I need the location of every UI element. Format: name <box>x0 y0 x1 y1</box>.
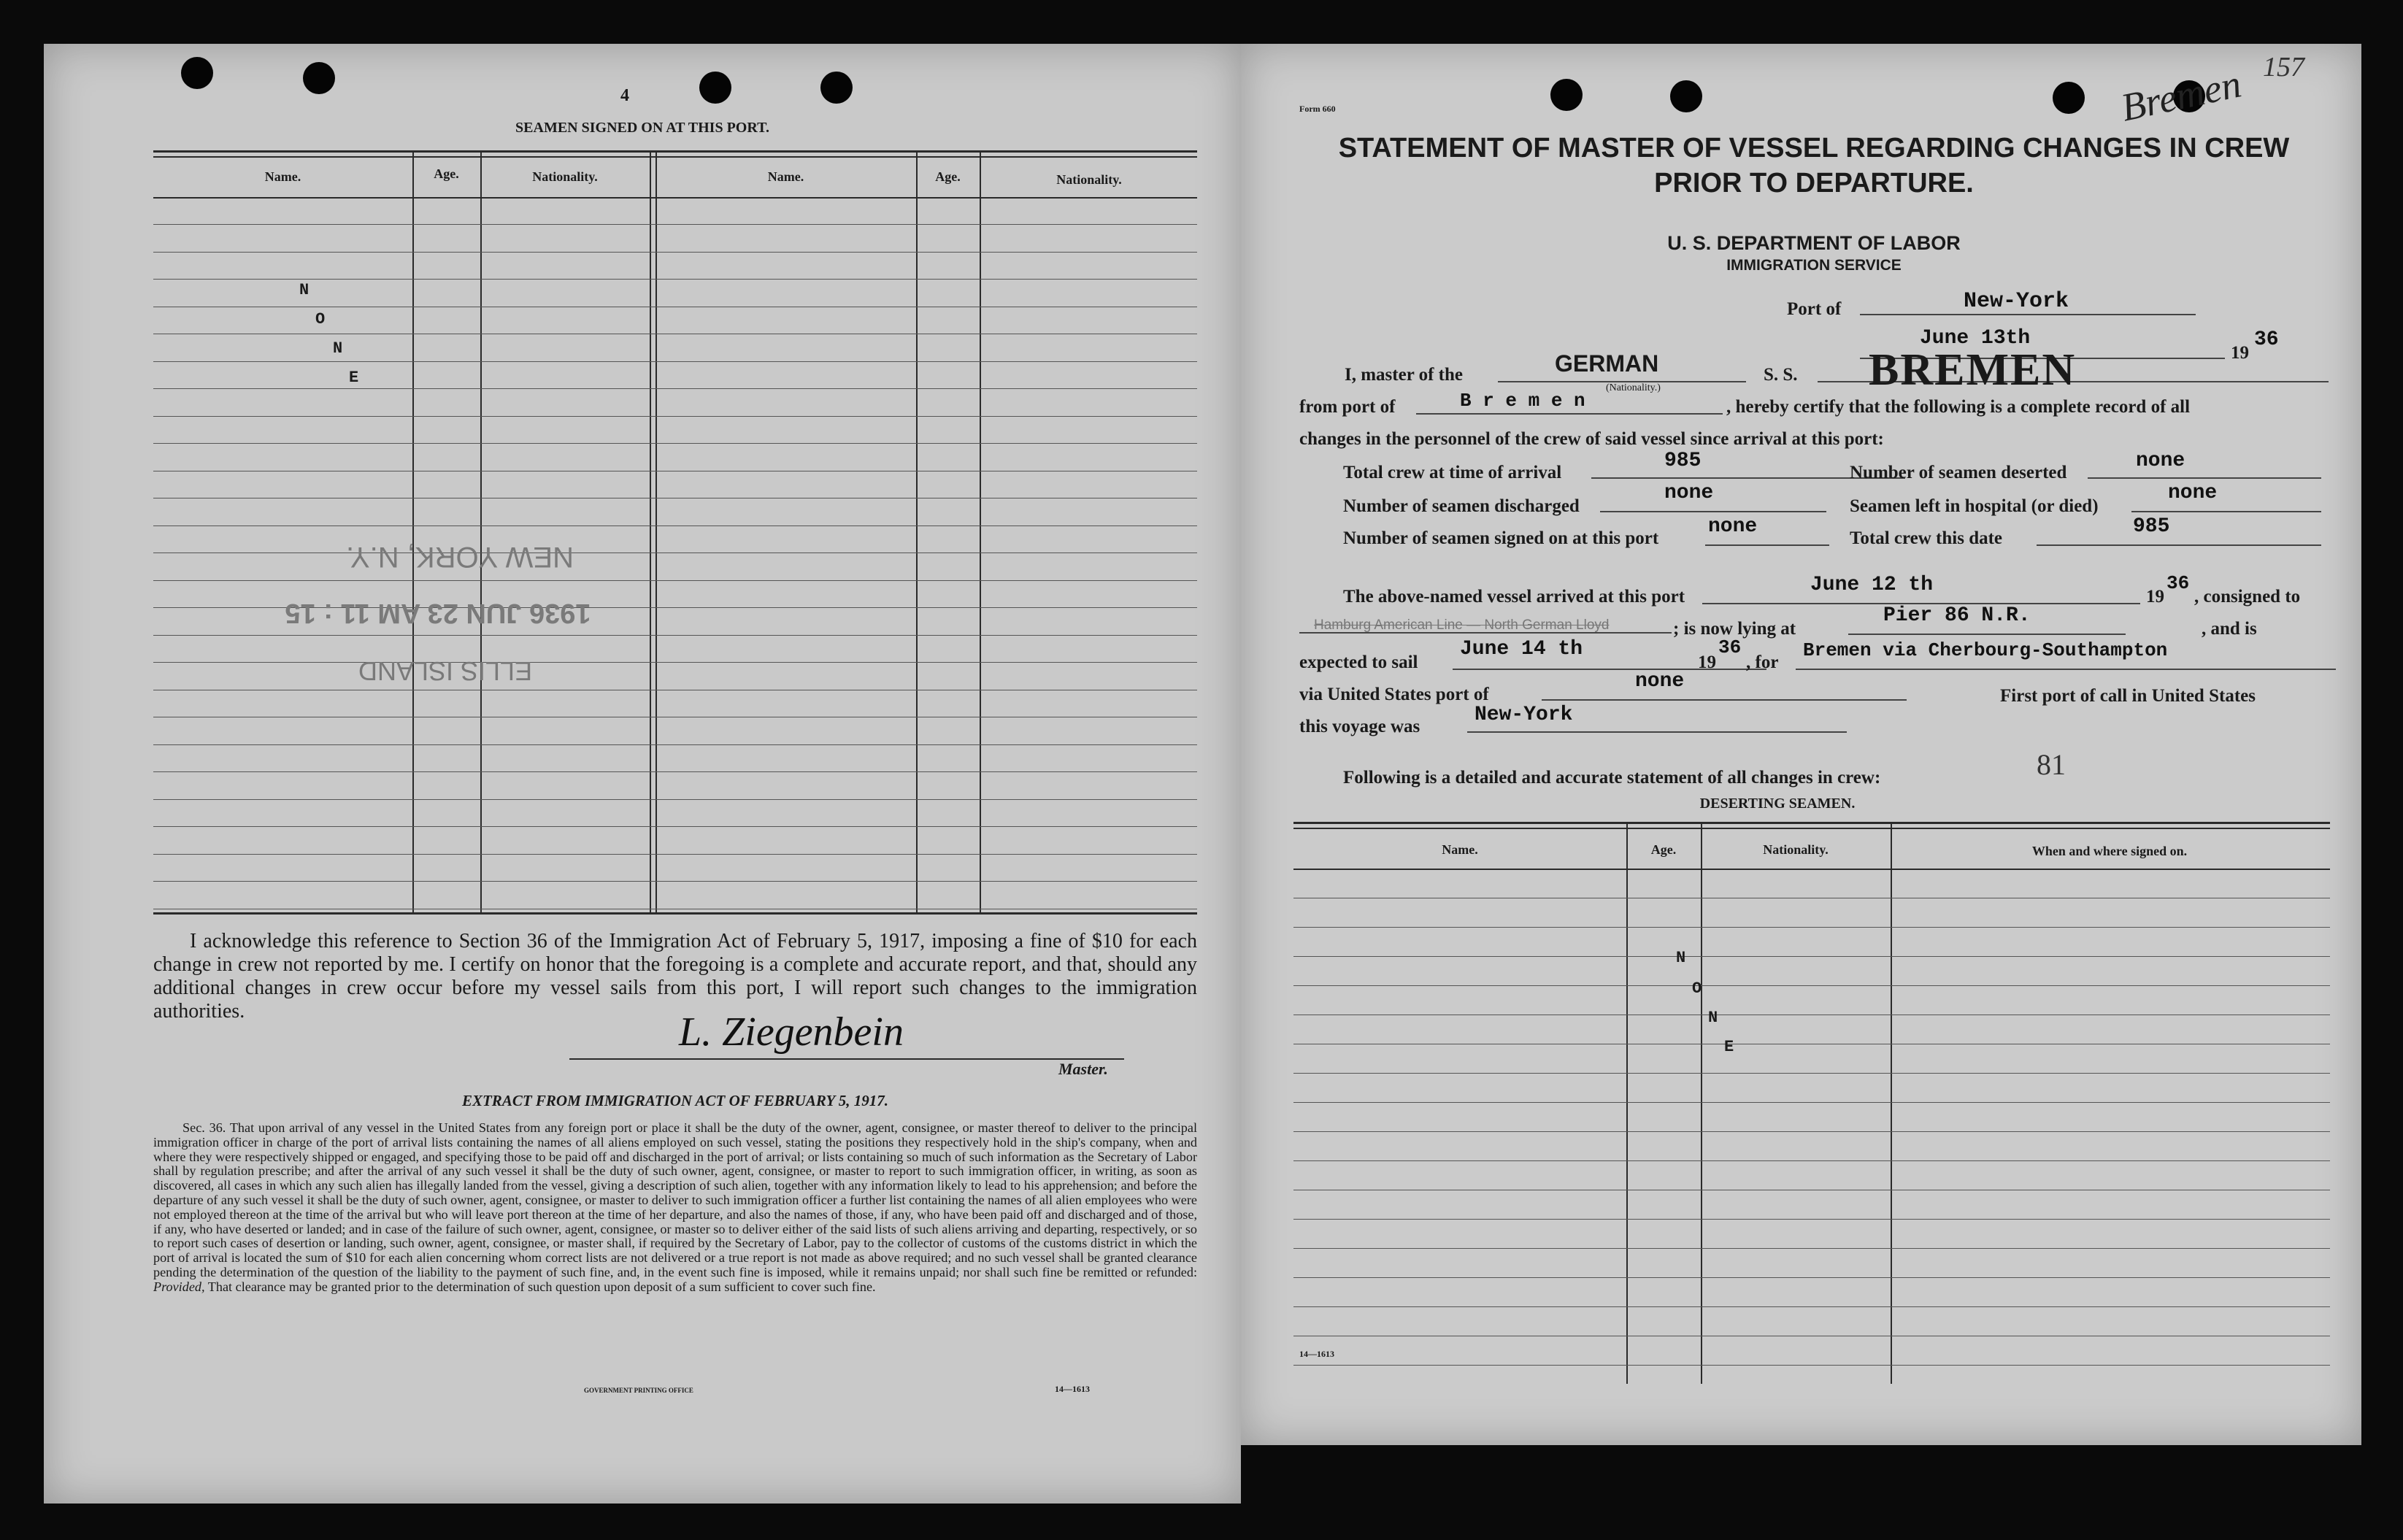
col-header-age: Age. <box>1650 842 1677 857</box>
year-value: 36 <box>2254 328 2279 351</box>
punch-hole <box>1670 80 1702 112</box>
discharged-label: Number of seamen discharged <box>1343 496 1580 516</box>
none-mark-letter: O <box>1692 979 1702 998</box>
extract-title: EXTRACT FROM IMMIGRATION ACT OF FEBRUARY 5, 1917. <box>461 1092 889 1109</box>
ruled-line <box>153 388 1197 389</box>
ruled-line <box>1293 1131 2330 1132</box>
form-title: STATEMENT OF MASTER OF VESSEL REGARDING CHANGES IN CREW <box>1338 133 2290 163</box>
none-mark-letter: N <box>333 339 343 358</box>
date-value: June 13th <box>1920 327 2031 350</box>
none-mark-letter: E <box>1724 1038 1734 1056</box>
ruled-line <box>153 361 1197 362</box>
deserting-seamen-title: DESERTING SEAMEN. <box>1699 796 1856 812</box>
extract-sec-label: Sec. 36. <box>182 1120 226 1135</box>
ruled-line <box>1293 1248 2330 1249</box>
port-value: New-York <box>1964 289 2069 314</box>
col-header-age-2: Age. <box>935 169 961 184</box>
seamen-signed-on-title: SEAMEN SIGNED ON AT THIS PORT. <box>515 120 769 136</box>
discharged-count: none <box>1664 482 1714 504</box>
via-label: via United States port of <box>1299 685 1489 704</box>
deserted-label: Number of seamen deserted <box>1850 463 2067 482</box>
ruled-line <box>1293 1365 2330 1366</box>
punch-hole <box>303 62 335 94</box>
service: IMMIGRATION SERVICE <box>1726 257 1902 274</box>
arrived-year: 36 <box>2166 572 2190 594</box>
punch-hole <box>820 72 853 104</box>
col-header-name: Name. <box>264 169 301 184</box>
sail-date: June 14 th <box>1460 638 1583 661</box>
corner-number: 157 <box>2263 52 2304 82</box>
punch-hole <box>181 57 213 89</box>
changes-text: changes in the personnel of the crew of said vessel since arrival at this port: <box>1299 429 1884 449</box>
printer-credit: GOVERNMENT PRINTING OFFICE <box>584 1387 693 1394</box>
year-prefix: 19 <box>2231 343 2249 363</box>
consignee: Hamburg American Line — North German Lloyd <box>1314 617 1610 633</box>
changes-count: 81 <box>2037 748 2066 781</box>
none-mark-letter: N <box>1708 1009 1718 1027</box>
none-mark-letter: E <box>349 369 359 387</box>
col-header-nationality-2: Nationality. <box>1056 172 1122 187</box>
department: U. S. DEPARTMENT OF LABOR <box>1667 232 1961 254</box>
voyage-value: New-York <box>1475 704 1573 726</box>
signed-on-count: none <box>1708 515 1758 538</box>
first-port-label: First port of call in United States <box>2000 686 2256 706</box>
following-label: Following is a detailed and accurate statement of all changes in crew: <box>1343 768 1881 788</box>
none-mark-letter: N <box>1676 949 1686 967</box>
left-form-code: 14—1613 <box>1055 1384 1090 1394</box>
total-crew-date-label: Total crew this date <box>1850 528 2003 548</box>
form-title-line2: PRIOR TO DEPARTURE. <box>1654 168 1974 199</box>
ruled-line <box>1293 1073 2330 1074</box>
right-form-code: 14—1613 <box>1299 1349 1334 1359</box>
ruled-line <box>153 771 1197 772</box>
certify-text: , hereby certify that the following is a complete record of all <box>1726 397 2191 417</box>
deserted-count: none <box>2136 450 2185 472</box>
ruled-line <box>153 443 1197 444</box>
lying-value: Pier 86 N.R. <box>1883 604 2031 627</box>
right-page <box>1241 44 2361 1445</box>
ruled-line <box>1293 1306 2330 1307</box>
master-signature: L. Ziegenbein <box>679 1009 904 1055</box>
sail-year: 36 <box>1718 636 1742 658</box>
ruled-line <box>153 252 1197 253</box>
extract-section <box>153 1121 1197 1295</box>
handwritten-note: Bremen <box>2117 61 2245 130</box>
nationality-caption: (Nationality.) <box>1606 382 1661 393</box>
arrived-year-prefix: 19 <box>2146 587 2164 607</box>
extract-body: That upon arrival of any vessel in the United States from any foreign port or place it shall be the duty of the owner, agent, consignee, or master thereof to deliver to the principal immigration officer in charge of the port of arrival lists containing the names of all aliens employed on such vessel, stating the positions they respectively hold in the ship's company, when and where they were respectively shipped or engaged, and specifying those to be paid off and discharged in the port of arrival; or lists containing so much of such information as the Secretary of Labor shall by regulation prescribe; and after the arrival of any such vessel it shall be the duty of such owner, agent, consignee, or master to report to such immigration officer, in writing, as soon as discovered, all cases in which any such alien has illegally landed from the vessel, giving a description of such alien, together with any information likely to lead to his apprehension; and before the departure of any such vessel it shall be the duty of such owner, agent, consignee, or master to deliver to such immigration officer a further list containing the names of all alien employees who were not employed thereon at the time of the arrival but who will leave port thereon at the time of her departure, and also the names of those, if any, who have been paid off and discharged and of those, if any, who have deserted or landed; and in case of the failure of such owner, agent, consignee, or master so to deliver either of the said lists of such aliens arriving and departing, respectively, or so to report such cases of desertion or landing, such owner, agent, consignee, or master shall, if required by the Secretary of Labor, pay to the collector of customs of the customs district in which the port of arrival is located the sum of $10 for each alien concerning whom correct lists are not delivered or a true report is not made as above required; and no such vessel shall be granted clearance pending the determination of the question of the liability to the payment of such fine, and, in the event such fine is imposed, while it remains unpaid; nor shall such fine be remitted or refunded: <box>153 1120 1198 1279</box>
arrived-label: The above-named vessel arrived at this port <box>1343 587 1685 607</box>
lying-label: ; is now lying at <box>1673 619 1796 639</box>
from-port-value: B r e m e n <box>1460 390 1585 412</box>
form-label: Form 660 <box>1299 104 1336 114</box>
none-mark-letter: O <box>315 310 326 328</box>
ruled-line <box>1293 985 2330 986</box>
ruled-line <box>1293 1277 2330 1278</box>
and-is: , and is <box>2202 619 2257 639</box>
none-mark-letter: N <box>299 281 309 299</box>
ruled-line <box>153 744 1197 745</box>
punch-hole <box>699 72 731 104</box>
signed-on-label: Number of seamen signed on at this port <box>1343 528 1659 548</box>
punch-hole <box>1550 79 1583 111</box>
ship-name: BREMEN <box>1869 345 2077 395</box>
extract-end: That clearance may be granted prior to the determination of such question upon deposit of a sum sufficient to cover such fine. <box>207 1279 876 1294</box>
ruled-line <box>153 799 1197 800</box>
ruled-line <box>153 826 1197 827</box>
left-page: 4 SEAMEN SIGNED ON AT THIS PORT. Name. Age. Nationality. Name. Age. Nationality. N O N E NEW YORK, N.Y. 1936 JUN 23 AM 11 : 15 ELLIS ISLAND I acknowledge this reference to Section 36 of the Immigration Act of February 5, 1917, imposing a fine of $10 for each change in crew not reported by me. I certify on honor that the foregoing is a complete and accurate report, and that, should any additional changes in crew occur before my vessel sails from this port, I will report such changes to the immigration authorities. L. Ziegenbein Master. EXTRACT FROM IMMIGRATION ACT OF FEBRUARY 5, 1917. Sec. 36. That upon arrival of any vessel in the United States from any foreign port or place it shall be the duty of the owner, agent, consignee, or master thereof to deliver to the principal immigration officer in charge of the port of arrival lists containing the names of all aliens employed on such vessel, stating the positions they respectively hold in the ship's company, when and where they were respectively shipped or engaged, and specifying those to be paid off and discharged in the port of arrival; or lists containing so much of such information as the Secretary of Labor shall by regulation prescribe; and after the arrival of any such vessel it shall be the duty of such owner, agent, consignee, or master to report to such immigration officer, in writing, as soon as discovered, all cases in which any such alien has illegally landed from the vessel, giving a description of such alien, together with any information likely to lead to his apprehension; and before the departure of any such vessel it shall be the duty of such owner, agent, consignee, or master to deliver to such immigration officer a further list containing the names of all alien employees who were not employed thereon at the time of the arrival but who will leave port thereon at the time of her departure, and also the names of those, if any, who have been paid off and discharged and of those, if any, who have deserted or landed; and in case of the failure of such owner, agent, consignee, or master so to deliver either of the said lists of such aliens arriving and departing, respectively, or so to report such cases of desertion or landing, such owner, agent, consignee, or master shall, if required by the Secretary of Labor, pay to the collector of customs of the customs district in which the port of arrival is located the sum of $10 for each alien concerning whom correct lists are not delivered or a true report is not made as above required; and no such vessel shall be granted clearance pending the determination of the question of the liability to the payment of such fine, and, in the event such fine is imposed, while it remains unpaid; nor shall such fine be remitted or refunded: Provided, That clearance may be granted prior to the determination of such question upon deposit of a sum sufficient to cover such fine. GOVERNMENT PRINTING OFFICE 14—1613 <box>44 44 1241 1504</box>
sail-year-prefix: 19 <box>1698 652 1716 672</box>
total-crew-arrival: 985 <box>1664 450 1702 472</box>
hospital-count: none <box>2168 482 2218 504</box>
master-caption: Master. <box>1058 1060 1108 1078</box>
col-header-age: Age. <box>434 166 459 181</box>
via-value: none <box>1635 670 1685 693</box>
ruled-line <box>1293 927 2330 928</box>
ruled-line <box>1293 1160 2330 1161</box>
ruled-line <box>153 580 1197 581</box>
master-label: I, master of the <box>1345 365 1463 385</box>
ss-label: S. S. <box>1764 365 1798 385</box>
nationality-value: GERMAN <box>1555 350 1659 377</box>
ruled-line <box>153 881 1197 882</box>
hospital-label: Seamen left in hospital (or died) <box>1850 496 2099 516</box>
ruled-line <box>153 525 1197 526</box>
arrived-date: June 12 th <box>1810 574 1934 596</box>
col-header-nationality: Nationality. <box>532 169 598 184</box>
total-crew-date: 985 <box>2133 515 2170 538</box>
punch-hole <box>2053 82 2085 114</box>
ruled-line <box>153 279 1197 280</box>
acknowledgment-text: I acknowledge this reference to Section 36 of the Immigration Act of February 5, 1917, imposing a fine of $10 for each change in crew not reported by me. I certify on honor that the foregoing is a complete and accurate report, and that, should any additional changes in crew occur before my vessel sails from this port, I will report such changes to the immigration authorities. <box>153 930 1197 1023</box>
ruled-line <box>153 635 1197 636</box>
voyage-label: this voyage was <box>1299 717 1420 736</box>
extract-provided: Provided, <box>153 1279 205 1294</box>
ruled-line <box>1293 1102 2330 1103</box>
destination: Bremen via Cherbourg-Southampton <box>1803 639 2168 661</box>
consigned-label: , consigned to <box>2194 587 2301 607</box>
from-port-label: from port of <box>1299 397 1396 417</box>
ruled-line <box>153 416 1197 417</box>
ruled-line <box>1293 1219 2330 1220</box>
ruled-line <box>153 224 1197 225</box>
col-header-name: Name. <box>1442 842 1478 857</box>
total-crew-arrival-label: Total crew at time of arrival <box>1343 463 1562 482</box>
col-header-when-where: When and where signed on. <box>2031 844 2188 858</box>
for-label: , for <box>1746 652 1779 672</box>
ruled-line <box>153 854 1197 855</box>
col-header-nationality: Nationality. <box>1763 842 1829 857</box>
ruled-line <box>1293 956 2330 957</box>
page-number: 4 <box>620 86 629 105</box>
port-label: Port of <box>1787 299 1842 319</box>
expected-label: expected to sail <box>1299 652 1418 672</box>
col-header-name-2: Name. <box>767 169 804 184</box>
